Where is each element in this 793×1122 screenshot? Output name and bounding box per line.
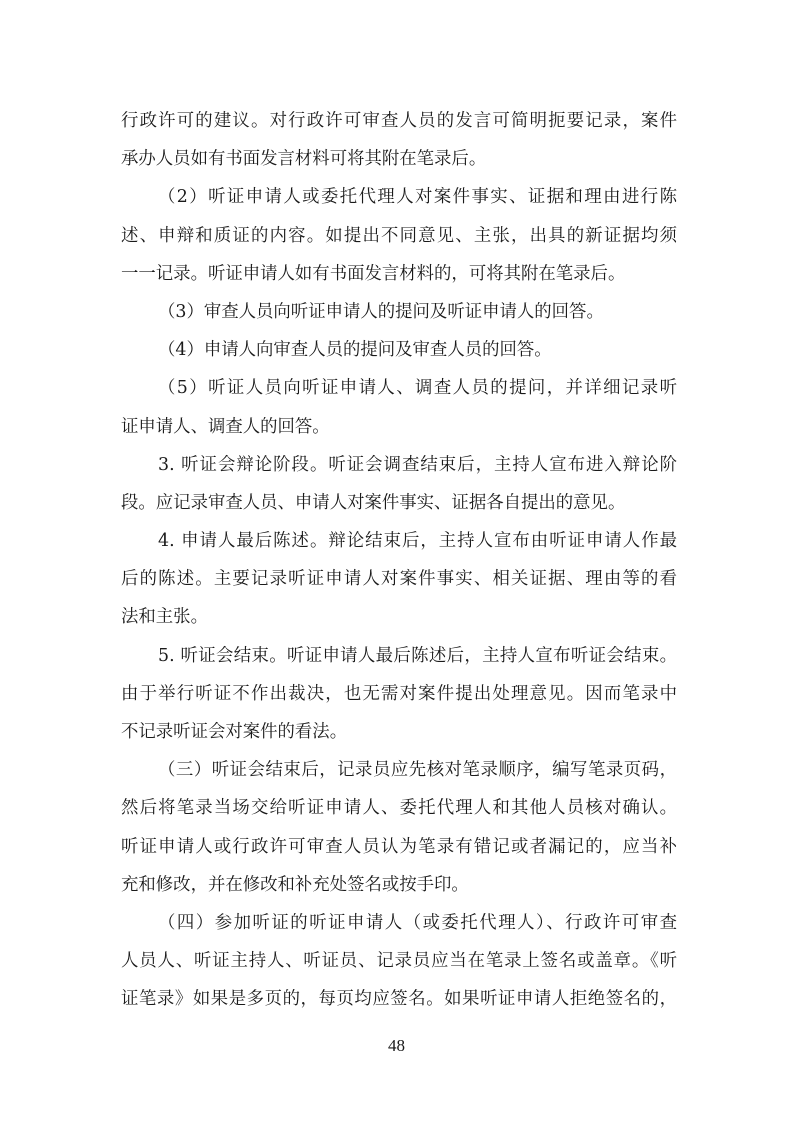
text-line: 4. 申请人最后陈述。辩论结束后，主持人宣布由听证申请人作最 bbox=[158, 531, 677, 552]
text-line: 然后将笔录当场交给听证申请人、委托代理人和其他人员核对确认。 bbox=[121, 798, 677, 819]
text-line: 不记录听证会对案件的看法。 bbox=[121, 722, 348, 742]
text-line: 证笔录》如果是多页的，每页均应签名。如果听证申请人拒绝签名的， bbox=[121, 989, 677, 1010]
text-line: 5. 听证会结束。听证申请人最后陈述后，主持人宣布听证会结束。 bbox=[158, 645, 677, 666]
text-line: 承办人员如有书面发言材料可将其附在笔录后。 bbox=[121, 149, 487, 170]
text-line: 人员人、听证主持人、听证员、记录员应当在笔录上签名或盖章。《听 bbox=[121, 951, 677, 972]
page-number: 48 bbox=[388, 1036, 405, 1055]
page-body bbox=[121, 102, 677, 1019]
text-line: （三）听证会结束后，记录员应先核对笔录顺序，编写笔录页码， bbox=[158, 760, 677, 781]
text-line: 述、申辩和质证的内容。如提出不同意见、主张，出具的新证据均须 bbox=[121, 225, 677, 246]
text-line: 一一记录。听证申请人如有书面发言材料的，可将其附在笔录后。 bbox=[121, 263, 626, 284]
text-line: （3）审查人员向听证申请人的提问及听证申请人的回答。 bbox=[158, 301, 604, 322]
text-line: 充和修改，并在修改和补充处签名或按手印。 bbox=[121, 874, 469, 895]
text-line: 段。应记录审查人员、申请人对案件事实、证据各自提出的意见。 bbox=[121, 492, 626, 513]
text-line: （5）听证人员向听证申请人、调查人员的提问，并详细记录听 bbox=[158, 378, 677, 399]
text-line: 后的陈述。主要记录听证申请人对案件事实、相关证据、理由等的看 bbox=[121, 569, 677, 590]
text-line: （2）听证申请人或委托代理人对案件事实、证据和理由进行陈 bbox=[158, 187, 677, 208]
text-line: 证申请人、调查人的回答。 bbox=[121, 416, 330, 437]
text-line: 行政许可的建议。对行政许可审查人员的发言可简明扼要记录，案件 bbox=[121, 111, 677, 131]
text-line: 法和主张。 bbox=[121, 607, 208, 628]
text-line: （4）申请人向审查人员的提问及审查人员的回答。 bbox=[158, 340, 552, 361]
text-line: （四）参加听证的听证申请人（或委托代理人）、行政许可审查 bbox=[158, 912, 677, 933]
text-line: 3. 听证会辩论阶段。听证会调查结束后，主持人宣布进入辩论阶 bbox=[158, 454, 677, 475]
text-line: 听证申请人或行政许可审查人员认为笔录有错记或者漏记的，应当补 bbox=[121, 836, 677, 857]
text-line: 由于举行听证不作出裁决，也无需对案件提出处理意见。因而笔录中 bbox=[121, 683, 677, 704]
